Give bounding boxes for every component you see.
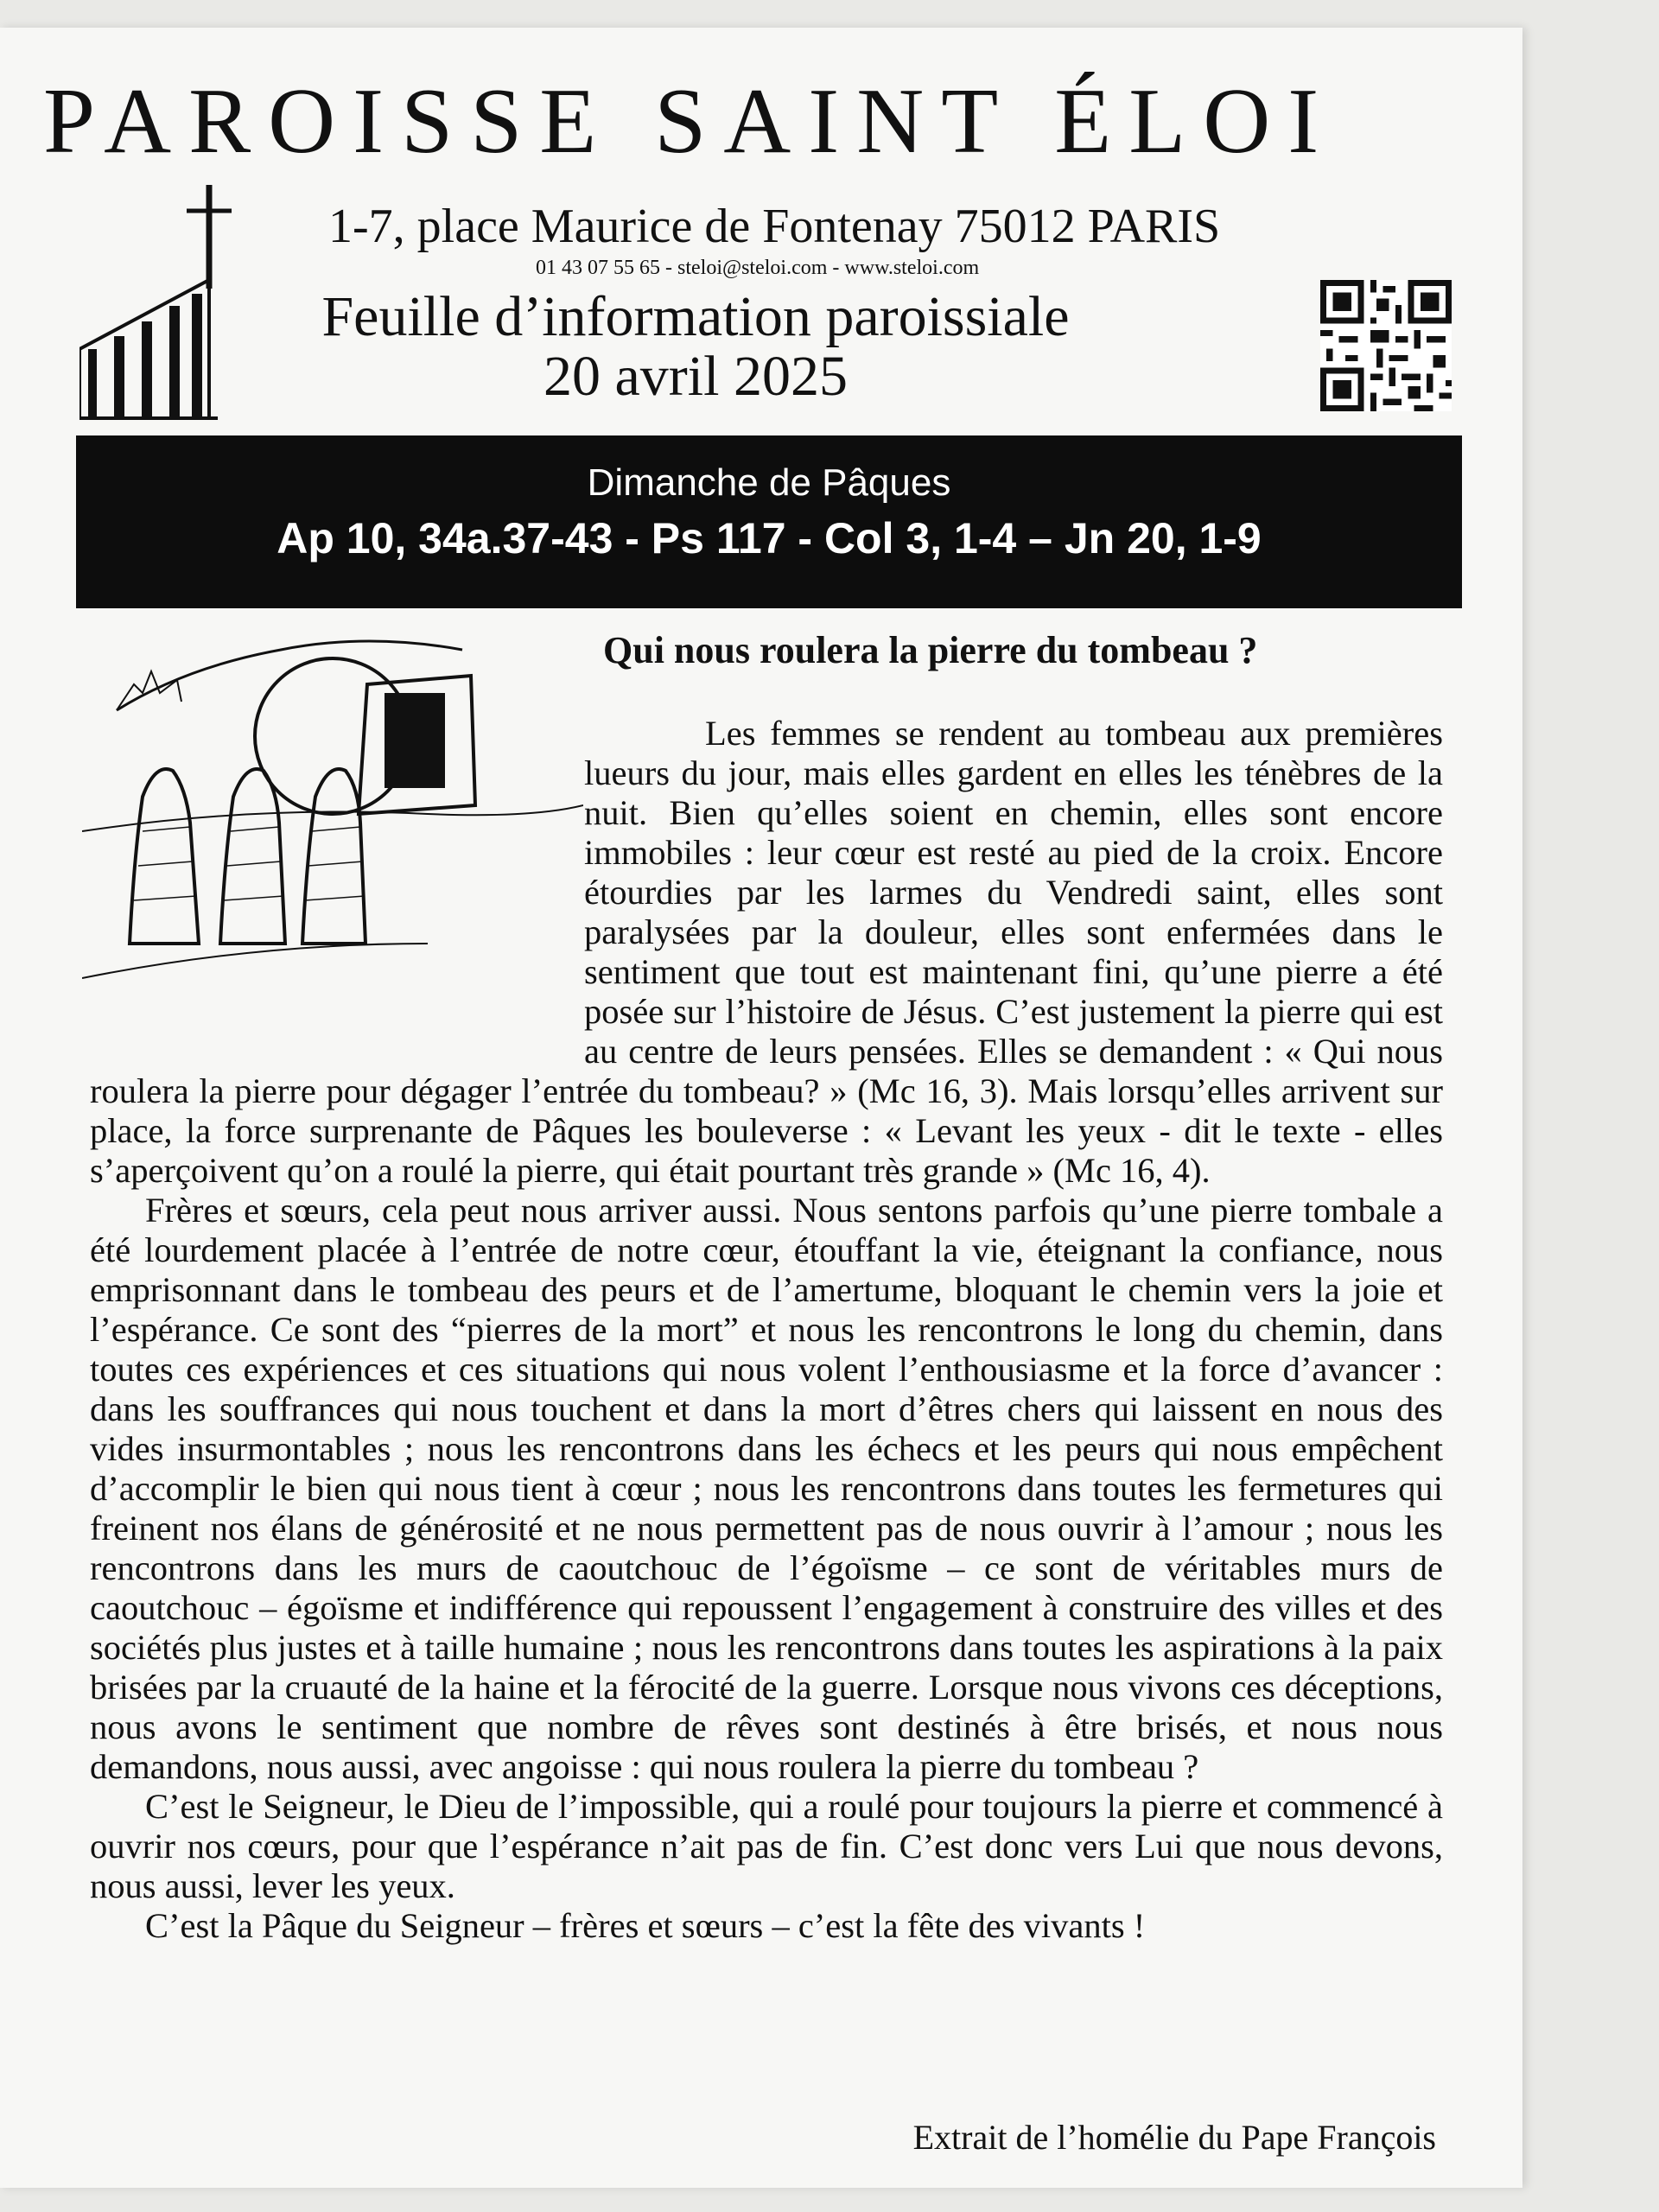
liturgy-day: Dimanche de Pâques	[587, 461, 951, 504]
church-cross-logo	[79, 185, 235, 427]
article-body	[90, 714, 1443, 1946]
parish-address: 1-7, place Maurice de Fontenay 75012 PARIS	[328, 200, 1221, 253]
article-paragraph: Frères et sœurs, cela peut nous arriver aussi. Nous sentons parfois qu’une pierre tombale a été lourdement placée à l’entrée de notre cœur, étouffant la vie, éteignant la confiance, nous emprisonnant dans le tombeau des peurs et de l’amertume, bloquant le chemin vers la joie et l’espérance. Ce sont des “pierres de la mort” et nous les rencontrons le long du chemin, dans toutes ces expériences et ces situations qui nous volent l’enthousiasme et la force d’avancer : dans les souffrances qui nous touchent et dans la mort d’êtres chers qui laissent en nous des vides insurmontables ; nous les rencontrons dans les échecs et les peurs qui nous empêchent d’accomplir le bien qui nous tient à cœur ; nous les rencontrons dans toutes les fermetures qui freinent nos élans de générosité et ne nous permettent pas de nous ouvrir à l’amour ; nous les rencontrons dans les murs de caoutchouc de l’égoïsme – ce sont de véritables murs de caoutchouc – égoïsme et indifférence qui repoussent l’engagement à construire des villes et des sociétés plus justes et à taille humaine ; nous les rencontrons dans toutes les aspirations à la paix brisées par la cruauté de la haine et la férocité de la guerre. Lorsque nous vivons ces déceptions, nous avons le sentiment que nombre de rêves sont destinés à être brisés, et nous nous demandons, nous aussi, avec angoisse : qui nous roulera la pierre du tombeau ?	[90, 1191, 1443, 1786]
bulletin-sheet	[0, 28, 1522, 2188]
article-title: Qui nous roulera la pierre du tombeau ?	[603, 629, 1258, 671]
liturgy-readings: Ap 10, 34a.37-43 - Ps 117 - Col 3, 1-4 – Jn 20, 1-9	[276, 514, 1262, 563]
subtitle-line-1: Feuille d’information paroissiale	[321, 285, 1070, 348]
illustration-spacer	[90, 714, 584, 1035]
bulletin-date: 20 avril 2025	[543, 345, 848, 409]
parish-contact: 01 43 07 55 65 - steloi@steloi.com - www.steloi.com	[536, 257, 980, 279]
article-paragraph: Les femmes se rendent au tombeau aux premières lueurs du jour, mais elles gardent en elles les ténèbres de la nuit. Bien qu’elles soient en chemin, elles sont encore immobiles : leur cœur est resté au pied de la croix. Encore étourdies par les larmes du Vendredi saint, elles sont paralysées par la douleur, elles sont enfermées dans le sentiment que tout est maintenant fini, qu’une pierre a été posée sur l’histoire de Jésus. C’est justement la pierre qui est au centre de leurs pensées. Elles se demandent : « Qui nous roulera la pierre pour dégager l’entrée du tombeau? » (Mc 16, 3). Mais lorsqu’elles arrivent sur place, la force surprenante de Pâques les bouleverse : « Levant les yeux - dit le texte - elles s’aperçoivent qu’on a roulé la pierre, qui était pourtant très grande » (Mc 16, 4).	[90, 714, 1443, 1190]
article-signature: Extrait de l’homélie du Pape François	[912, 2118, 1436, 2157]
parish-name: PAROISSE SAINT ÉLOI	[43, 70, 1337, 173]
liturgy-banner	[76, 435, 1462, 608]
article-paragraph: C’est le Seigneur, le Dieu de l’impossible, qui a roulé pour toujours la pierre et commencé à ouvrir nos cœurs, pour que l’espérance n’ait pas de fin. C’est donc vers Lui que nous devons, nous aussi, lever les yeux.	[90, 1787, 1443, 1905]
qr-code	[1320, 280, 1452, 411]
bulletin-subtitle	[259, 287, 1132, 407]
article-paragraph: C’est la Pâque du Seigneur – frères et sœurs – c’est la fête des vivants !	[145, 1906, 1146, 1945]
